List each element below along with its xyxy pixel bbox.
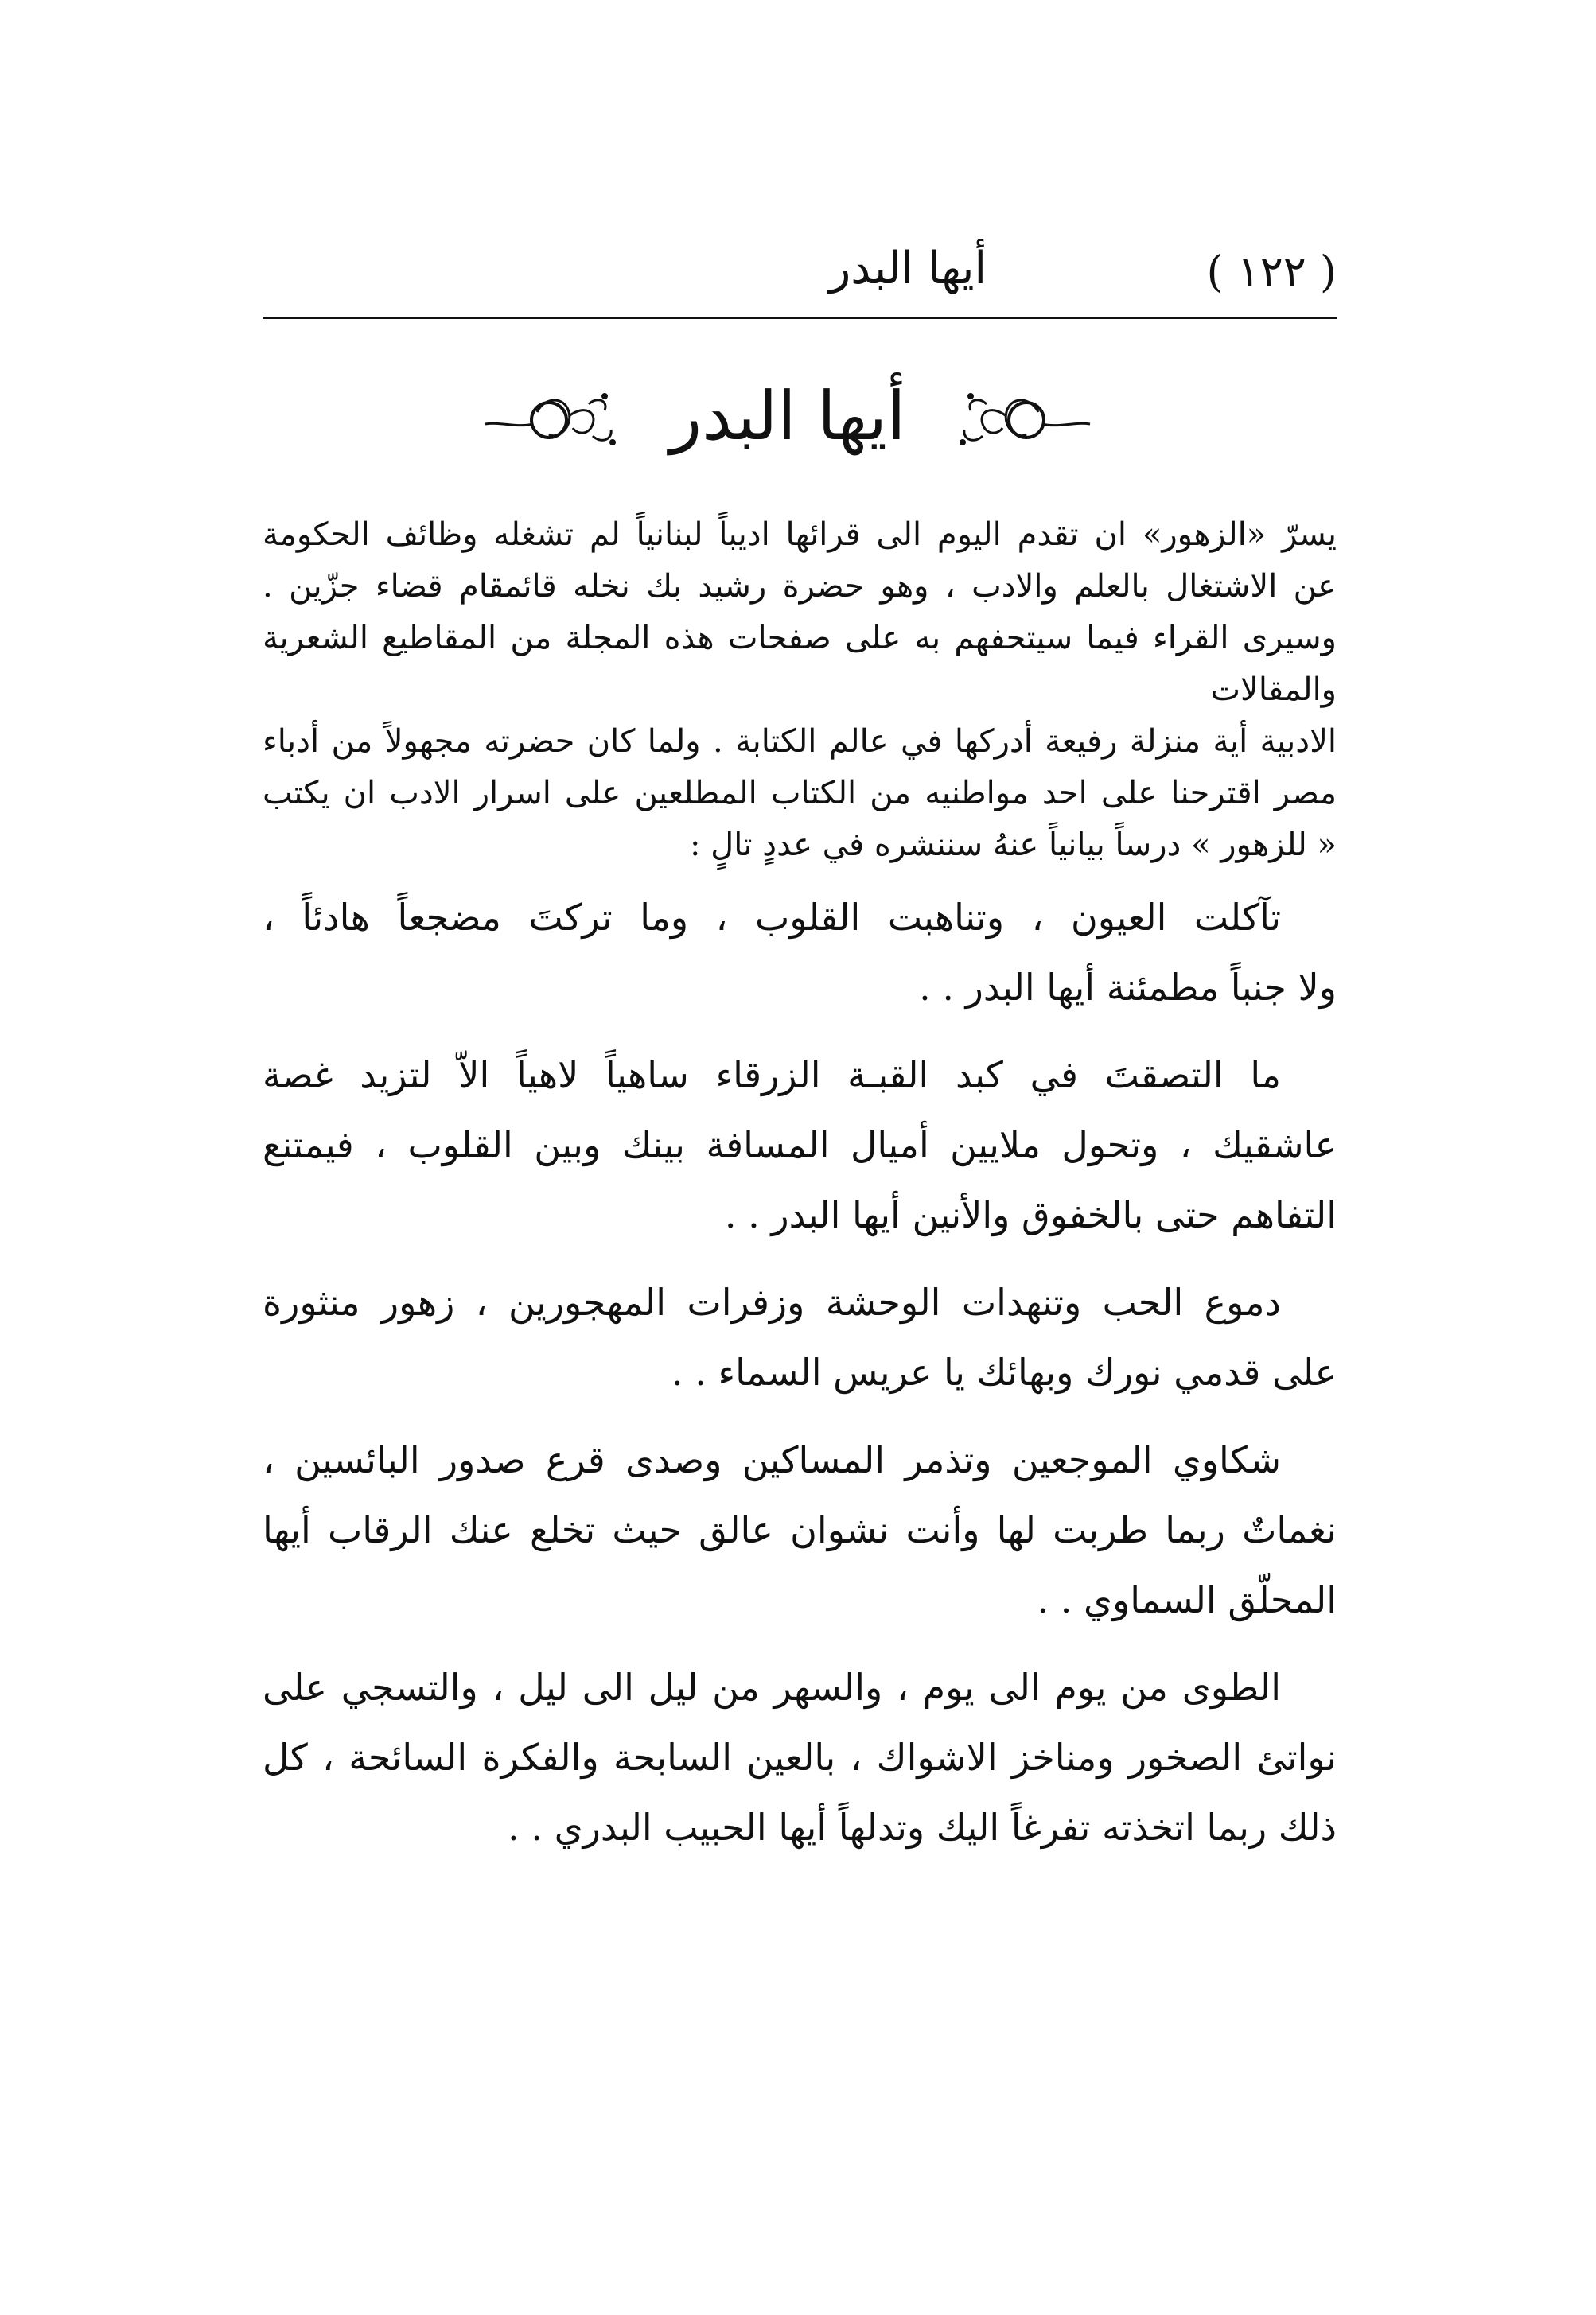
paragraph-line: ذلك ربما اتخذته تفرغاً اليك وتدلهاً أيها الحبيب البدري . . xyxy=(508,1806,1337,1849)
article-body xyxy=(263,509,1337,1880)
ornamental-heading xyxy=(477,366,1098,477)
intro-line: « للزهور » درساً بيانياً عنهُ سننشره في عددٍ تالٍ : xyxy=(689,827,1337,863)
article-title: أيها البدر xyxy=(669,377,906,455)
paragraph-line: الطوى من يوم الى يوم ، والسهر من ليل الى ليل ، والتسجي على xyxy=(263,1666,1281,1709)
editorial-introduction xyxy=(263,509,1337,871)
paragraph xyxy=(263,882,1337,1022)
paragraph xyxy=(263,1040,1337,1250)
paragraph-line: نواتئ الصخور ومناخز الاشواك ، بالعين السابحة والفكرة السائحة ، كل xyxy=(263,1736,1337,1779)
paragraph-line: شكاوي الموجعين وتذمر المساكين وصدى قرع صدور البائسين ، xyxy=(263,1438,1281,1481)
paragraph-line: تآكلت العيون ، وتناهبت القلوب ، وما تركتَ مضجعاً هادئاً ، xyxy=(263,896,1282,939)
paragraph-line: ما التصقتَ في كبد القبـة الزرقاء ساهياً لاهياً الاّ لتزيد غصة xyxy=(263,1053,1281,1096)
page-number: ( ١٢٢ ) xyxy=(1206,247,1337,297)
paragraph xyxy=(263,1267,1337,1407)
intro-line: يسرّ «الزهور» ان تقدم اليوم الى قرائها اديباً لبنانياً لم تشغله وظائف الحكومة xyxy=(263,516,1337,553)
paragraph-line: نغماتٌ ربما طربت لها وأنت نشوان عالق حيث تخلع عنك الرقاب أيها xyxy=(263,1508,1337,1551)
intro-line: مصر اقترحنا على احد مواطنيه من الكتاب المطلعين على اسرار الادب ان يكتب xyxy=(263,775,1337,811)
paragraph-line: دموع الحب وتنهدات الوحشة وزفرات المهجورين ، زهور منثورة xyxy=(263,1281,1281,1324)
intro-line: الادبية أية منزلة رفيعة أدركها في عالم الكتابة . ولما كان حضرته مجهولاً من أدباء xyxy=(263,723,1337,760)
paragraph-line: عاشقيك ، وتحول ملايين أميال المسافة بينك وبين القلوب ، فيمتنع xyxy=(263,1123,1337,1166)
header-rule xyxy=(263,317,1337,319)
intro-line: وسيرى القراء فيما سيتحفهم به على صفحات هذه المجلة من المقاطيع الشعرية والمقالات xyxy=(263,620,1337,708)
intro-line: عن الاشتغال بالعلم والادب ، وهو حضرة رشيد بك نخله قائمقام قضاء جزّين . xyxy=(263,568,1337,605)
paragraph xyxy=(263,1652,1337,1862)
paragraph xyxy=(263,1425,1337,1635)
paragraph-line: التفاهم حتى بالخفوق والأنين أيها البدر . . xyxy=(724,1193,1337,1236)
paragraph-line: على قدمي نورك وبهائك يا عريس السماء . . xyxy=(671,1351,1337,1394)
running-header xyxy=(263,227,1337,314)
running-title: أيها البدر xyxy=(829,243,987,294)
paragraph-line: ولا جنباً مطمئنة أيها البدر . . xyxy=(919,966,1337,1009)
arabesque-ornament-icon xyxy=(955,380,1098,460)
paragraph-line: المحلّق السماوي . . xyxy=(1037,1578,1337,1621)
arabesque-ornament-icon xyxy=(477,380,621,460)
